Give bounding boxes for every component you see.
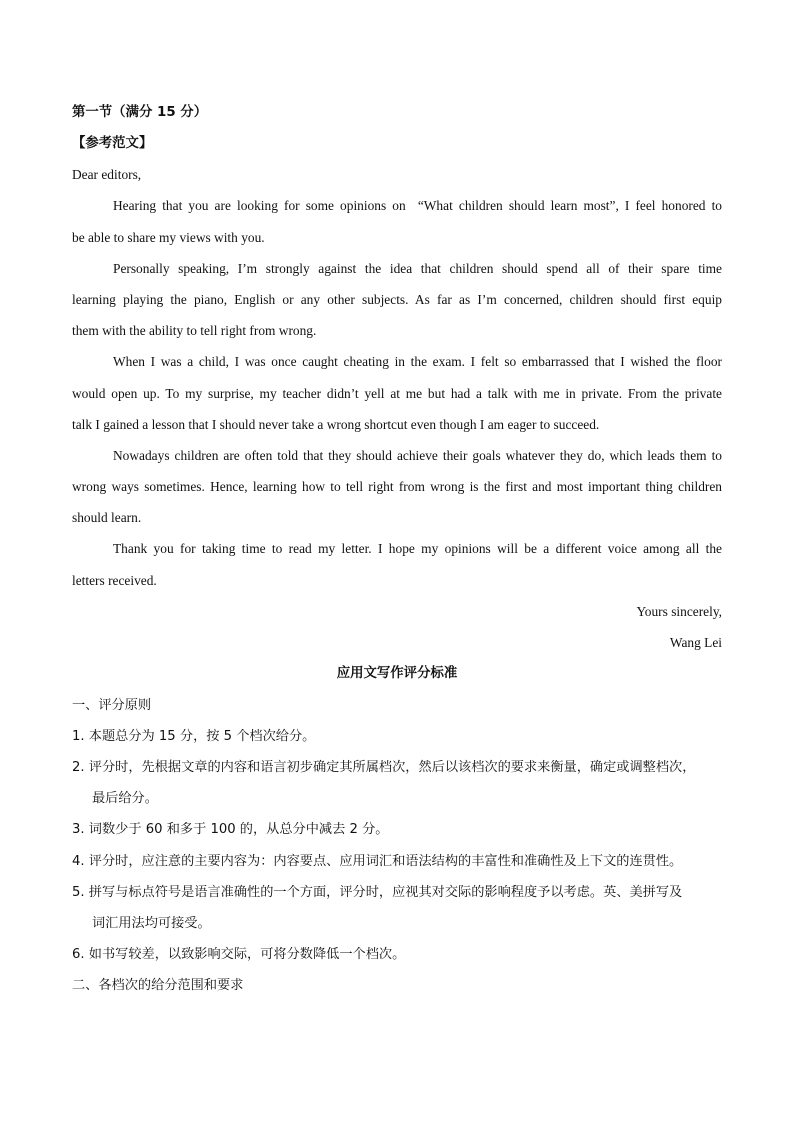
rubric-item: 4. 评分时，应注意的主要内容为：内容要点、应用词汇和语法结构的丰富性和准确性及上下文的连贯性。 [72, 854, 683, 869]
essay-line: learning playing the piano, English or any other subjects. As far as I’m concerned, children should first equip [72, 292, 722, 307]
salutation: Dear editors, [72, 167, 142, 182]
rubric-heading: 二、各档次的给分范围和要求 [72, 978, 244, 993]
section-title: 第一节（满分 15 分） [72, 105, 208, 120]
rubric-item: 词汇用法均可接受。 [92, 916, 211, 931]
rubric-item: 3. 词数少于 60 和多于 100 的，从总分中减去 2 分。 [72, 822, 389, 837]
rubric-item: 1. 本题总分为 15 分，按 5 个档次给分。 [72, 729, 316, 744]
essay-line: should learn. [72, 510, 142, 525]
rubric-item: 最后给分。 [92, 791, 158, 806]
essay-line: talk I gained a lesson that I should never take a wrong shortcut even though I am eager to succeed. [72, 417, 600, 432]
essay-line: Personally speaking, I’m strongly against the idea that children should spend all of their spare time [113, 261, 722, 276]
essay-line: When I was a child, I was once caught cheating in the exam. I felt so embarrassed that I wished the floor [113, 354, 722, 369]
essay-label: 【参考范文】 [72, 136, 153, 151]
rubric-item: 2. 评分时，先根据文章的内容和语言初步确定其所属档次，然后以该档次的要求来衡量，确定或调整档次， [72, 760, 696, 775]
rubric-heading: 一、评分原则 [72, 698, 152, 713]
essay-line: Hearing that you are looking for some opinions on “What children should learn most”, I feel honored to [113, 198, 722, 213]
essay-line: wrong ways sometimes. Hence, learning how to tell right from wrong is the first and most important thing children [72, 479, 722, 494]
signature: Wang Lei [669, 635, 722, 650]
essay-line: would open up. To my surprise, my teacher didn’t yell at me but had a talk with me in private. From the private [72, 386, 722, 401]
essay-line: Nowadays children are often told that they should achieve their goals whatever they do, which leads them to [113, 448, 722, 463]
essay-line: letters received. [72, 573, 157, 588]
essay-line: Thank you for taking time to read my letter. I hope my opinions will be a different voice among all the [113, 541, 722, 556]
essay-line: be able to share my views with you. [72, 230, 265, 245]
rubric-title: 应用文写作评分标准 [336, 666, 458, 681]
closing: Yours sincerely, [636, 604, 722, 619]
rubric-item: 6. 如书写较差，以致影响交际，可将分数降低一个档次。 [72, 947, 406, 962]
essay-line: them with the ability to tell right from wrong. [72, 323, 317, 338]
rubric-item: 5. 拼写与标点符号是语言准确性的一个方面，评分时，应视其对交际的影响程度予以考虑。英、美拼写及 [72, 885, 683, 900]
